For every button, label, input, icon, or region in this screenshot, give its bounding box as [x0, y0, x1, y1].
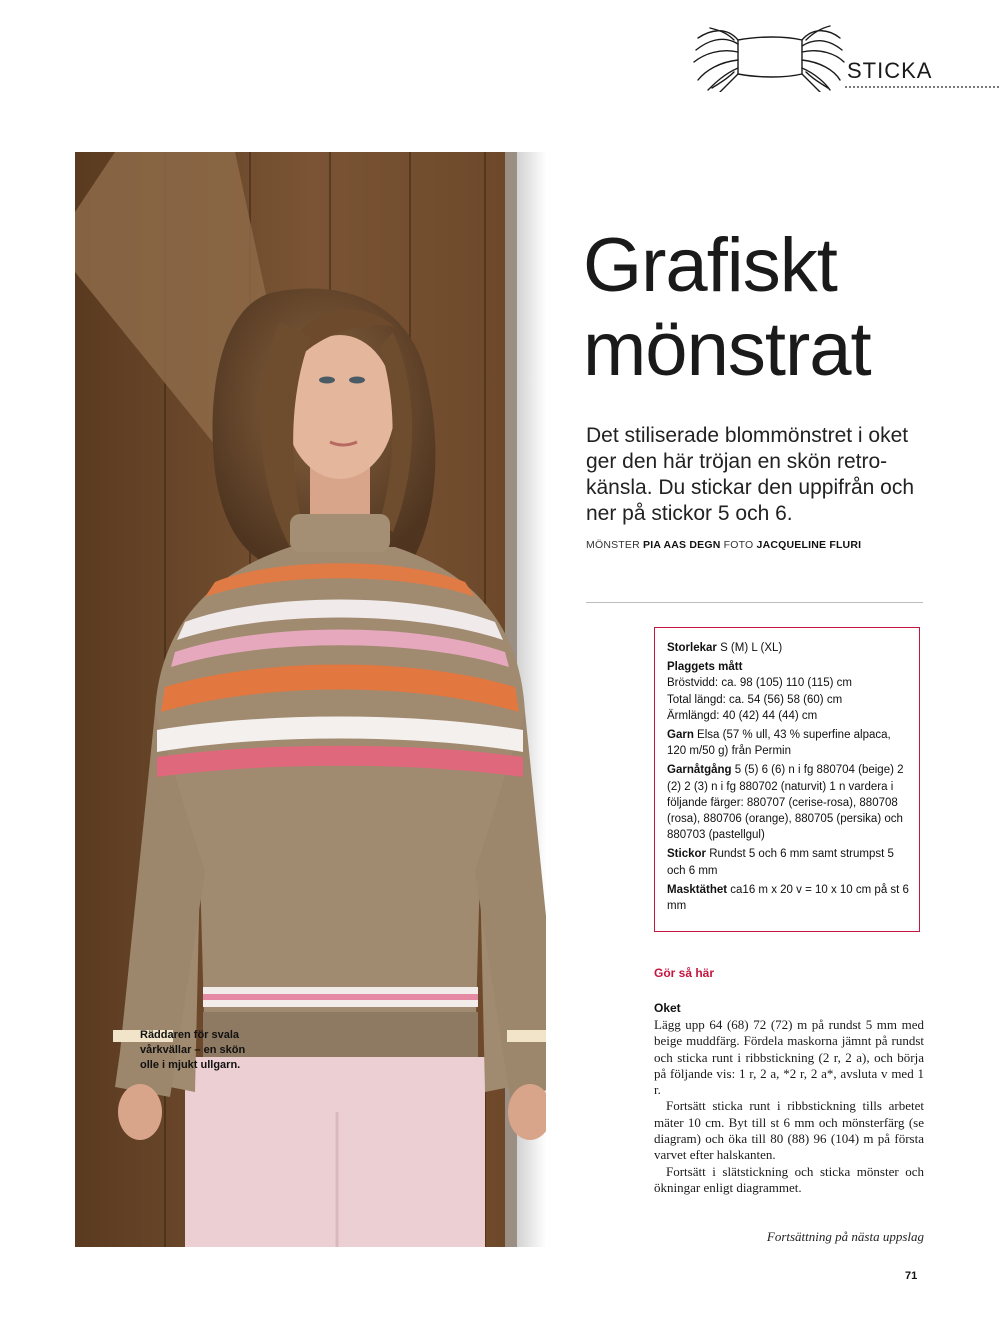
facts-yarn — [667, 727, 909, 759]
pattern-facts-box — [654, 627, 920, 932]
facts-measure-line: Bröstvidd: ca. 98 (105) 110 (115) cm — [667, 677, 852, 690]
facts-sizes-label: Storlekar — [667, 642, 717, 654]
facts-gauge — [667, 882, 909, 914]
credit-photo-name: JACQUELINE FLURI — [756, 539, 862, 551]
instructions-body — [654, 1017, 924, 1196]
article-credits — [586, 539, 936, 551]
instructions-paragraph: Lägg upp 64 (68) 72 (72) m på rundst 5 mm med beige muddfärg. Fördela maskorna jämnt på rundst och sticka runt i ribbstickning (2 r, 2 a), och börja på följande vis: 1 r, 2 a, *2 r, 2 a*, avsluta v med 1 r. — [654, 1017, 924, 1098]
title-line-1: Grafiskt — [583, 223, 837, 308]
instructions-subheading: Oket — [654, 1001, 681, 1015]
facts-sizes-value: S (M) L (XL) — [720, 642, 783, 654]
instructions-heading: Gör så här — [654, 966, 715, 980]
article-title — [583, 224, 983, 392]
yarn-skein-icon — [690, 22, 845, 92]
section-rule — [845, 86, 999, 88]
facts-measure-line: Ärmlängd: 40 (42) 44 (44) cm — [667, 709, 818, 722]
page-number: 71 — [905, 1270, 918, 1282]
facts-usage — [667, 762, 909, 843]
facts-sizes — [667, 640, 909, 656]
facts-measures-label: Plaggets mått — [667, 661, 743, 674]
facts-gauge-value: ca16 m x 20 v = 10 x 10 cm på st 6 mm — [667, 883, 909, 913]
section-label: STICKA — [847, 58, 933, 83]
facts-needles — [667, 846, 909, 878]
credit-photo-label: FOTO — [723, 539, 754, 551]
facts-needles-label: Stickor — [667, 848, 706, 861]
facts-gauge-label: Masktäthet — [667, 883, 728, 896]
credit-pattern-label: MÖNSTER — [586, 539, 640, 551]
facts-measures — [667, 659, 909, 724]
facts-usage-label: Garnåtgång — [667, 764, 732, 777]
instructions-paragraph: Fortsätt sticka runt i ribbstickning tills arbetet mäter 10 cm. Byt till st 6 mm och mönsterfärg (se diagram) och öka till 80 (88) 96 (104) m på första varvet efter halskanten. — [654, 1098, 924, 1163]
title-line-2: mönstrat — [583, 307, 871, 392]
facts-needles-value: Rundst 5 och 6 mm samt strumpst 5 och 6 mm — [667, 848, 894, 877]
facts-usage-value: 5 (5) 6 (6) n i fg 880704 (beige) 2 (2) 2 (3) n i fg 880702 (naturvit) 1 n vardera i följande färger: 880707 (cerise-rosa), 880708 (rosa), 880706 (orange), 880705 (persika) och 880703 (pastellgul) — [667, 764, 904, 842]
facts-yarn-label: Garn — [667, 729, 694, 742]
instructions-paragraph: Fortsätt i slätstickning och sticka mönster och ökningar enligt diagrammet. — [654, 1163, 924, 1195]
intro-divider — [586, 602, 923, 603]
facts-measure-line: Total längd: ca. 54 (56) 58 (60) cm — [667, 693, 843, 706]
facts-yarn-value: Elsa (57 % ull, 43 % superfine alpaca, 120 m/50 g) från Permin — [667, 729, 891, 758]
photo-caption: Räddaren för svala vårkvällar – en skön olle i mjukt ullgarn. — [140, 1029, 246, 1071]
continue-note: Fortsättning på nästa uppslag — [766, 1229, 924, 1244]
credit-pattern-name: PIA AAS DEGN — [643, 539, 721, 551]
model-photo — [75, 152, 546, 1247]
article-intro: Det stiliserade blommönstret i oket ger den här tröjan en skön retro-känsla. Du stickar den uppifrån och ner på stickor 5 och 6. — [586, 424, 915, 525]
